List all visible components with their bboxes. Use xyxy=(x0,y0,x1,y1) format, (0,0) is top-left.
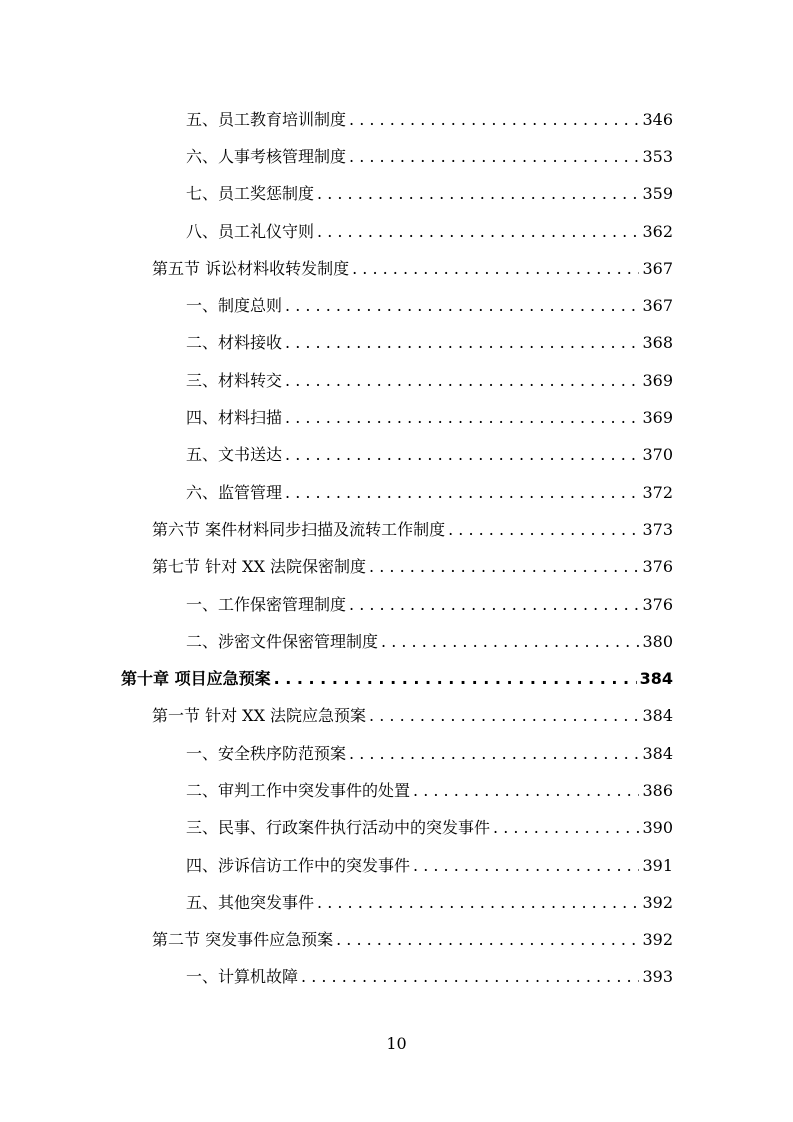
toc-entry-line xyxy=(186,222,673,242)
toc-dot-leader xyxy=(285,445,639,465)
toc-dot-leader xyxy=(349,110,639,130)
toc-dot-leader xyxy=(336,930,639,950)
toc-dot-leader xyxy=(413,781,639,801)
toc-dot-leader xyxy=(285,408,639,428)
toc-entry-title: 二、审判工作中突发事件的处置 xyxy=(186,780,411,800)
toc-entry-page: 384 xyxy=(642,743,673,763)
toc-entry-page: 370 xyxy=(642,445,673,465)
toc-entry-line xyxy=(186,967,673,987)
toc-entry-page: 353 xyxy=(642,146,673,166)
toc-entry-title: 第二节 突发事件应急预案 xyxy=(152,930,334,950)
toc-item-entry[interactable] xyxy=(0,287,793,324)
toc-entry-title: 一、制度总则 xyxy=(186,296,283,316)
toc-entry-title: 七、员工奖惩制度 xyxy=(186,184,315,204)
toc-item-entry[interactable] xyxy=(0,623,793,660)
toc-entry-page: 376 xyxy=(642,557,673,577)
toc-item-entry[interactable] xyxy=(0,810,793,847)
toc-entry-page: 362 xyxy=(642,221,673,241)
toc-entry-title: 二、材料接收 xyxy=(186,333,283,353)
toc-entry-line xyxy=(186,781,673,801)
toc-item-entry[interactable] xyxy=(0,735,793,772)
toc-dot-leader xyxy=(317,893,639,913)
toc-entry-page: 376 xyxy=(642,594,673,614)
toc-item-entry[interactable] xyxy=(0,847,793,884)
toc-entry-page: 384 xyxy=(642,706,673,726)
toc-item-entry[interactable] xyxy=(0,437,793,474)
toc-entry-line xyxy=(186,333,673,353)
toc-entry-title: 一、安全秩序防范预案 xyxy=(186,743,347,763)
toc-entry-title: 六、人事考核管理制度 xyxy=(186,146,347,166)
toc-entry-title: 第六节 案件材料同步扫描及流转工作制度 xyxy=(152,519,446,539)
toc-dot-leader xyxy=(413,856,639,876)
toc-entry-title: 第十章 项目应急预案 xyxy=(121,669,271,689)
toc-dot-leader xyxy=(285,371,639,391)
toc-item-entry[interactable] xyxy=(0,474,793,511)
toc-entry-title: 五、其他突发事件 xyxy=(186,892,315,912)
toc-item-entry[interactable] xyxy=(0,101,793,138)
toc-entry-line xyxy=(152,557,673,577)
toc-section-entry[interactable] xyxy=(0,922,793,959)
toc-dot-leader xyxy=(493,818,639,838)
toc-entry-line xyxy=(186,744,673,764)
toc-entry-title: 一、工作保密管理制度 xyxy=(186,594,347,614)
toc-dot-leader xyxy=(285,483,639,503)
toc-entry-page: 346 xyxy=(642,109,673,129)
toc-entry-title: 三、材料转交 xyxy=(186,370,283,390)
toc-entry-line xyxy=(186,110,673,130)
toc-entry-title: 第一节 针对 XX 法院应急预案 xyxy=(152,706,367,726)
page-number: 10 xyxy=(386,1034,407,1053)
toc-entry-line xyxy=(186,632,673,652)
toc-dot-leader xyxy=(381,632,639,652)
toc-entry-title: 五、文书送达 xyxy=(186,445,283,465)
toc-item-entry[interactable] xyxy=(0,399,793,436)
toc-entry-title: 三、民事、行政案件执行活动中的突发事件 xyxy=(186,818,491,838)
toc-dot-leader xyxy=(448,520,639,540)
toc-entry-line xyxy=(186,595,673,615)
toc-entry-line xyxy=(186,893,673,913)
toc-entry-page: 384 xyxy=(639,669,673,689)
toc-entry-line xyxy=(186,445,673,465)
table-of-contents xyxy=(0,101,793,996)
toc-dot-leader xyxy=(369,557,639,577)
toc-item-entry[interactable] xyxy=(0,586,793,623)
toc-entry-title: 第七节 针对 XX 法院保密制度 xyxy=(152,557,367,577)
toc-entry-line xyxy=(186,856,673,876)
toc-dot-leader xyxy=(317,184,639,204)
toc-entry-page: 359 xyxy=(642,184,673,204)
toc-entry-title: 一、计算机故障 xyxy=(186,967,299,987)
toc-item-entry[interactable] xyxy=(0,362,793,399)
toc-dot-leader xyxy=(349,595,639,615)
toc-section-entry[interactable] xyxy=(0,698,793,735)
toc-dot-leader xyxy=(285,333,639,353)
toc-item-entry[interactable] xyxy=(0,176,793,213)
toc-entry-page: 368 xyxy=(642,333,673,353)
toc-dot-leader xyxy=(369,706,639,726)
toc-entry-line xyxy=(186,371,673,391)
toc-entry-line xyxy=(152,930,673,950)
toc-entry-page: 392 xyxy=(642,892,673,912)
toc-dot-leader xyxy=(301,967,639,987)
toc-item-entry[interactable] xyxy=(0,959,793,996)
toc-chapter-entry[interactable] xyxy=(0,660,793,697)
toc-entry-line xyxy=(152,520,673,540)
toc-entry-title: 五、员工教育培训制度 xyxy=(186,109,347,129)
toc-dot-leader xyxy=(352,259,639,279)
toc-entry-line xyxy=(186,408,673,428)
toc-entry-line xyxy=(186,483,673,503)
toc-entry-line xyxy=(186,818,673,838)
toc-section-entry[interactable] xyxy=(0,511,793,548)
toc-entry-page: 390 xyxy=(642,818,673,838)
toc-dot-leader xyxy=(274,669,637,689)
toc-entry-page: 380 xyxy=(642,631,673,651)
toc-item-entry[interactable] xyxy=(0,325,793,362)
toc-entry-title: 二、涉密文件保密管理制度 xyxy=(186,631,379,651)
toc-entry-line xyxy=(186,296,673,316)
toc-entry-title: 四、涉诉信访工作中的突发事件 xyxy=(186,855,411,875)
toc-entry-line xyxy=(186,147,673,167)
toc-entry-line xyxy=(152,259,673,279)
toc-item-entry[interactable] xyxy=(0,884,793,921)
toc-item-entry[interactable] xyxy=(0,772,793,809)
toc-entry-page: 367 xyxy=(642,296,673,316)
toc-item-entry[interactable] xyxy=(0,213,793,250)
toc-entry-page: 369 xyxy=(642,370,673,390)
toc-entry-title: 八、员工礼仪守则 xyxy=(186,221,315,241)
toc-entry-title: 第五节 诉讼材料收转发制度 xyxy=(152,258,350,278)
toc-entry-page: 392 xyxy=(642,930,673,950)
toc-dot-leader xyxy=(285,296,639,316)
toc-entry-page: 393 xyxy=(642,967,673,987)
toc-dot-leader xyxy=(317,222,639,242)
toc-dot-leader xyxy=(349,147,639,167)
toc-entry-line xyxy=(152,706,673,726)
toc-entry-line xyxy=(186,184,673,204)
toc-section-entry[interactable] xyxy=(0,549,793,586)
toc-section-entry[interactable] xyxy=(0,250,793,287)
toc-item-entry[interactable] xyxy=(0,138,793,175)
toc-entry-title: 四、材料扫描 xyxy=(186,408,283,428)
toc-entry-page: 367 xyxy=(642,258,673,278)
toc-entry-line xyxy=(121,669,673,689)
toc-entry-page: 369 xyxy=(642,408,673,428)
toc-entry-title: 六、监管管理 xyxy=(186,482,283,502)
toc-dot-leader xyxy=(349,744,639,764)
toc-entry-page: 391 xyxy=(642,855,673,875)
toc-entry-page: 386 xyxy=(642,780,673,800)
toc-entry-page: 372 xyxy=(642,482,673,502)
toc-entry-page: 373 xyxy=(642,519,673,539)
